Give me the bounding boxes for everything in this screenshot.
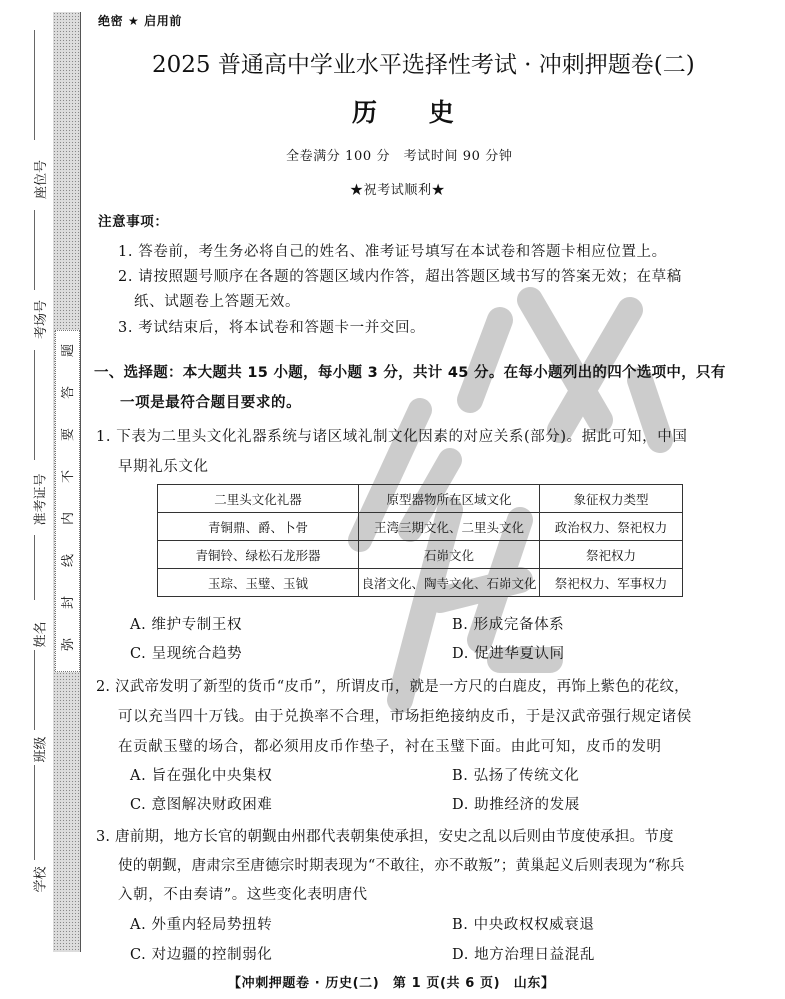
table-cell: 青铜铃、绿松石龙形器 xyxy=(158,541,359,569)
table-cell: 祭祀权力、军事权力 xyxy=(540,569,683,597)
subject-title: 历 史 xyxy=(352,98,455,127)
admission-number-label: 准考证号 xyxy=(33,473,49,526)
table-cell: 良渚文化、陶寺文化、石峁文化 xyxy=(359,569,540,597)
table-row xyxy=(158,569,683,597)
seat-number-label: 座位号 xyxy=(34,159,50,200)
option-a: A. 外重内轻局势扭转 xyxy=(130,917,273,933)
table-row xyxy=(158,541,683,569)
seal-char: 线 xyxy=(61,553,77,568)
good-luck: ★祝考试顺利★ xyxy=(350,183,446,198)
section-heading: 一、选择题：本大题共 15 小题，每小题 3 分，共计 45 分。在每小题列出的四个选项中，只有 xyxy=(94,365,726,381)
table-cell: 石峁文化 xyxy=(359,541,540,569)
option-c: C. 呈现统合趋势 xyxy=(130,646,243,662)
table-cell: 玉琮、玉璧、玉钺 xyxy=(158,569,359,597)
option-a: A. 维护专制王权 xyxy=(130,617,243,633)
question-1-table xyxy=(157,484,683,597)
confidential-label: 绝密 ★ 启用前 xyxy=(98,14,182,28)
option-b: B. 弘扬了传统文化 xyxy=(452,768,580,784)
question-3-stem-cont: 使的朝觐，唐肃宗至唐德宗时期表现为“不敢往，亦不敢叛”；黄巢起义后则表现为“称兵 xyxy=(118,858,685,874)
note-item: 2. 请按照题号顺序在各题的答题区域内作答，超出答题区域书写的答案无效；在草稿 xyxy=(118,269,682,285)
question-3-stem-cont: 入朝，不由奏请”。这些变化表明唐代 xyxy=(118,887,368,903)
question-2-stem: 2. 汉武帝发明了新型的货币“皮币”，所谓皮币，就是一方尺的白鹿皮，再饰上紫色的花纹， xyxy=(96,679,689,695)
question-1-stem-cont: 早期礼乐文化 xyxy=(118,459,209,475)
option-d: D. 促进华夏认同 xyxy=(452,646,565,662)
seal-char: 弥 xyxy=(61,637,77,652)
table-header: 原型器物所在区域文化 xyxy=(359,485,540,513)
name-label: 姓名 xyxy=(33,621,49,648)
page-footer: 【冲刺押题卷 · 历史(二) 第 1 页(共 6 页) 山东】 xyxy=(228,976,555,991)
table-cell: 青铜鼎、爵、卜骨 xyxy=(158,513,359,541)
question-2-stem-cont: 可以充当四十万钱。由于兑换率不合理，市场拒绝接纳皮币，于是汉武帝强行规定诸侯 xyxy=(118,709,692,725)
option-c: C. 对边疆的控制弱化 xyxy=(130,947,273,963)
table-header-row xyxy=(158,485,683,513)
table-cell: 政治权力、祭祀权力 xyxy=(540,513,683,541)
question-1-stem: 1. 下表为二里头文化礼器系统与诸区域礼制文化因素的对应关系(部分)。据此可知，中国 xyxy=(96,429,688,445)
seal-char: 题 xyxy=(61,343,77,358)
exam-meta: 全卷满分 100 分 考试时间 90 分钟 xyxy=(286,149,513,164)
table-cell: 王湾三期文化、二里头文化 xyxy=(359,513,540,541)
question-3-stem: 3. 唐前期，地方长官的朝觐由州郡代表朝集使承担，安史之乱以后则由节度使承担。节度 xyxy=(96,829,674,845)
option-b: B. 形成完备体系 xyxy=(452,617,565,633)
class-label: 班级 xyxy=(33,736,49,763)
note-item: 纸、试题卷上答题无效。 xyxy=(134,294,301,310)
option-a: A. 旨在强化中央集权 xyxy=(130,768,273,784)
notes-title: 注意事项： xyxy=(98,214,169,230)
option-b: B. 中央政权权威衰退 xyxy=(452,917,595,933)
section-heading-cont: 一项是最符合题目要求的。 xyxy=(120,395,302,411)
seal-char: 答 xyxy=(61,385,77,400)
table-row xyxy=(158,513,683,541)
exam-room-label: 考场号 xyxy=(34,299,50,340)
option-d: D. 地方治理日益混乱 xyxy=(452,947,595,963)
seal-char: 不 xyxy=(61,469,77,484)
seal-char: 要 xyxy=(61,427,77,442)
option-d: D. 助推经济的发展 xyxy=(452,797,580,813)
table-header: 二里头文化礼器 xyxy=(158,485,359,513)
seal-char: 内 xyxy=(61,511,77,526)
note-item: 1. 答卷前，考生务必将自己的姓名、准考证号填写在本试卷和答题卡相应位置上。 xyxy=(118,244,667,260)
question-2-stem-cont: 在贡献玉璧的场合，都必须用皮币作垫子，衬在玉璧下面。由此可知，皮币的发明 xyxy=(118,739,662,755)
seal-line-notice xyxy=(55,330,80,672)
table-cell: 祭祀权力 xyxy=(540,541,683,569)
note-item: 3. 考试结束后，将本试卷和答题卡一并交回。 xyxy=(118,320,426,336)
option-c: C. 意图解决财政困难 xyxy=(130,797,273,813)
school-label: 学校 xyxy=(33,866,49,893)
exam-title: 2025 普通高中学业水平选择性考试 · 冲刺押题卷(二) xyxy=(152,52,695,78)
seal-char: 封 xyxy=(61,595,77,610)
table-header: 象征权力类型 xyxy=(540,485,683,513)
